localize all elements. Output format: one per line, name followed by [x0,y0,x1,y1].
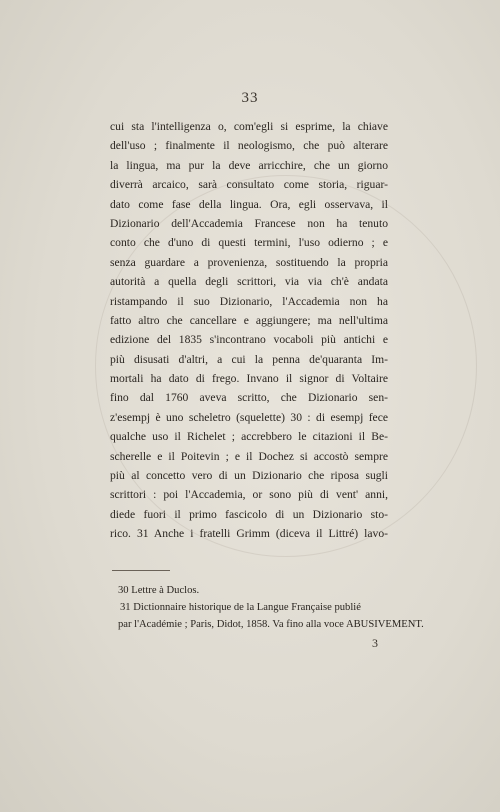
footnote: 30 Lettre à Duclos. [118,585,200,596]
footnotes [118,582,424,633]
text-line: diede fuori il primo fascicolo di un Dizionario sto- [110,507,388,521]
text-line: più al concetto vero di un Dizionario che riposa sugli [110,469,388,483]
page-number: 33 [241,90,259,106]
signature-mark: 3 [372,636,378,650]
text-line: z'esempj è uno scheletro (squelette) 30 : di esempj fece [110,410,388,424]
text-line: scrittori : poi l'Accademia, or sono più di vent' anni, [110,488,388,502]
text-line: rico. 31 Anche i fratelli Grimm (diceva il Littré) lavo- [110,527,388,541]
text-line: dell'uso ; finalmente il neologismo, che può alterare [110,139,388,153]
text-line: dato come fase della lingua. Ora, egli osservava, il [110,197,388,211]
text-line: fatto altro che cancellare e aggiungere; ma nell'ultima [110,313,388,327]
text-line: autorità a quella degli scrittori, via via ch'è andata [110,275,388,289]
text-line: conto che d'uno di questi termini, l'uso odierno ; e [110,236,388,250]
footnote-divider [112,570,170,571]
text-line: fino dal 1760 aveva scritto, che Dizionario sen- [110,391,388,405]
text-line: senza guardare a provenienza, sostituendo la propria [110,255,388,269]
text-line: edizione del 1835 s'incontrano vocaboli più antichi e [110,333,388,347]
footnote: par l'Académie ; Paris, Didot, 1858. Va fino alla voce ABUSIVEMENT. [118,619,424,630]
text-line: diverrà arcaico, sarà consultato come storia, riguar- [110,178,388,192]
body-text [110,117,388,544]
footnote: 31 Dictionnaire historique de la Langue Française publié [120,602,361,613]
text-line: ristampando il suo Dizionario, l'Accademia non ha [110,294,388,308]
text-line: Dizionario dell'Accademia Francese non ha tenuto [110,216,388,230]
text-line: mortali ha dato di frego. Invano il signor di Voltaire [110,372,388,386]
text-line: scherelle e il Poitevin ; e il Dochez si accostò sempre [110,449,388,463]
text-line: cui sta l'intelligenza o, com'egli si esprime, la chiave [110,120,388,133]
text-line: la lingua, ma pur la deve arricchire, che un giorno [110,158,388,172]
text-line: qualche uso il Richelet ; accrebbero le citazioni il Be- [110,430,388,444]
text-line: più disusati d'altri, a cui la penna de'quaranta Im- [110,352,388,366]
